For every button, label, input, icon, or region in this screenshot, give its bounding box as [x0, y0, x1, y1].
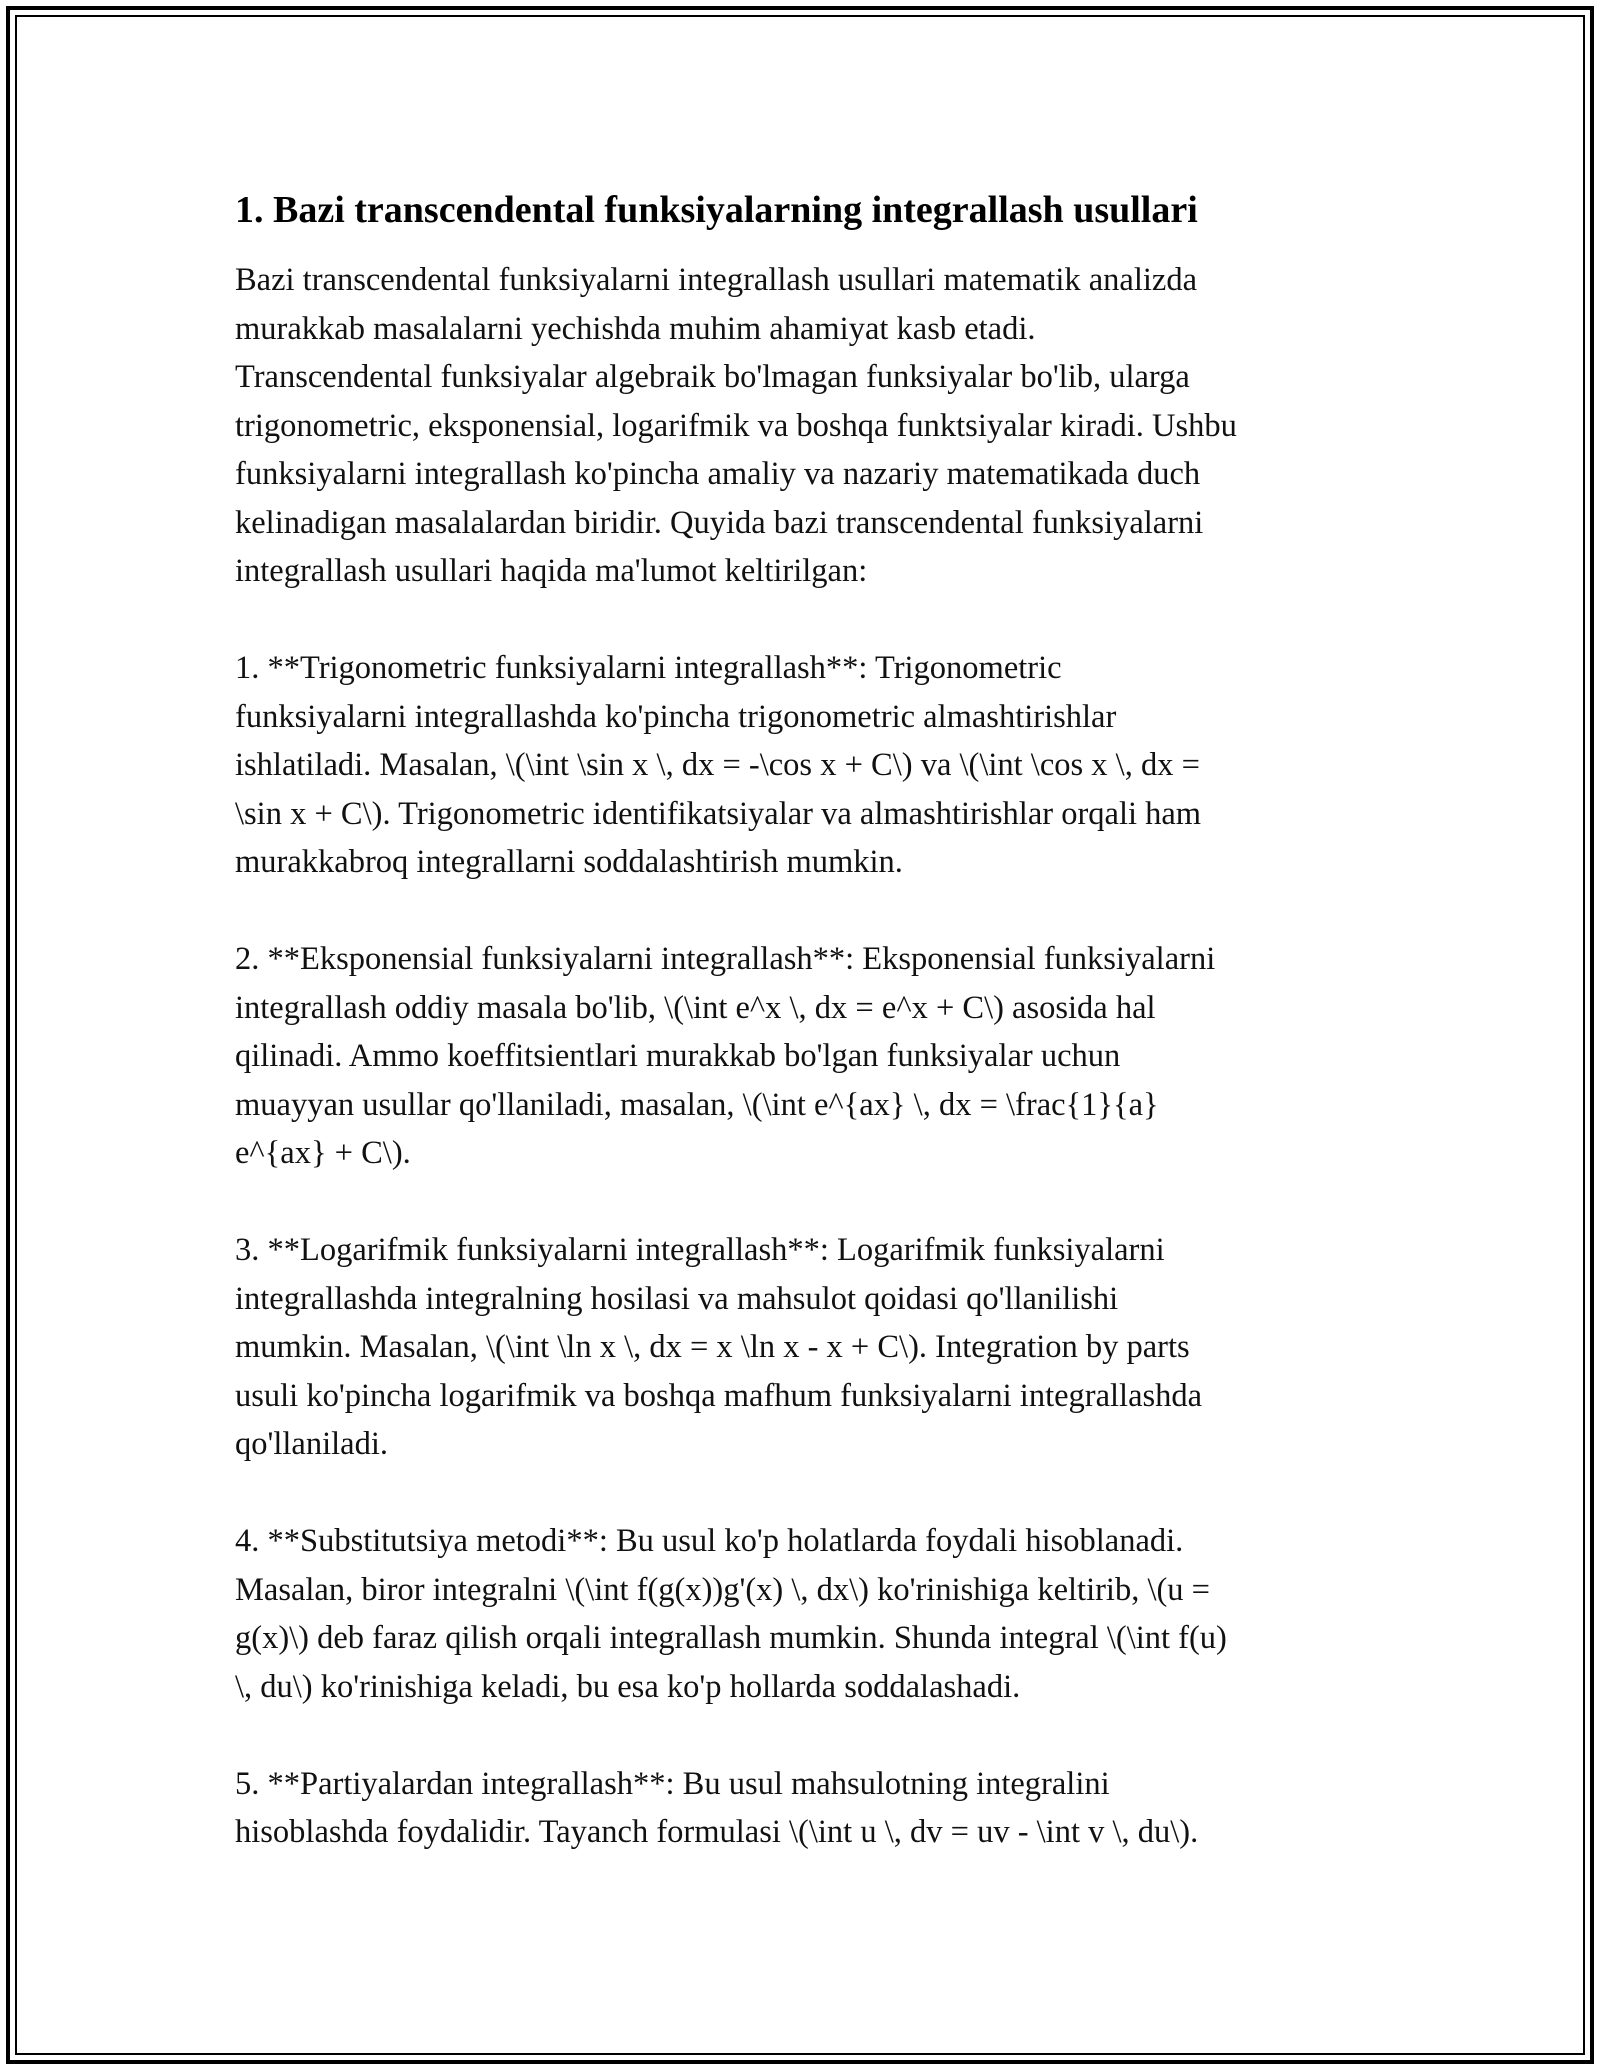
paragraph-line: 4. **Substitutsiya metodi**: Bu usul ko'p holatlarda foydali hisoblanadi.: [235, 1523, 1184, 1559]
paragraph-line: 3. **Logarifmik funksiyalarni integrallash**: Logarifmik funksiyalarni: [235, 1232, 1165, 1268]
paragraph-line: 1. **Trigonometric funksiyalarni integrallash**: Trigonometric: [235, 650, 1062, 686]
substitution-paragraph: [235, 1517, 1370, 1711]
paragraph-line: Masalan, biror integralni \(\int f(g(x))g'(x) \, dx\) ko'rinishiga keltirib, \(u =: [235, 1571, 1211, 1608]
paragraph-line: Transcendental funksiyalar algebraik bo'lmagan funksiyalar bo'lib, ularga: [235, 359, 1190, 395]
paragraph-line: hisoblashda foydalidir. Tayanch formulasi \(\int u \, dv = uv - \int v \, du\).: [235, 1814, 1199, 1850]
paragraph-line: kelinadigan masalalardan biridir. Quyida bazi transcendental funksiyalarni: [235, 504, 1204, 541]
paragraph-line: \, du\) ko'rinishiga keladi, bu esa ko'p hollarda soddalashadi.: [235, 1668, 1021, 1705]
paragraph-line: 5. **Partiyalardan integrallash**: Bu usul mahsulotning integralini: [235, 1765, 1110, 1802]
paragraph-line: funksiyalarni integrallash ko'pincha amaliy va nazariy matematikada duch: [235, 456, 1201, 492]
page-title: 1. Bazi transcendental funksiyalarning integrallash usullari: [235, 189, 1198, 231]
paragraph-line: murakkabroq integrallarni soddalashtirish mumkin.: [235, 844, 903, 880]
trigonometric-paragraph: [235, 644, 1370, 887]
paragraph-line: \sin x + C\). Trigonometric identifikatsiyalar va almashtirishlar orqali ham: [235, 795, 1202, 832]
logarithmic-paragraph: [235, 1226, 1370, 1469]
paragraph-line: Bazi transcendental funksiyalarni integrallash usullari matematik analizda: [235, 262, 1198, 298]
parts-integration-paragraph: [235, 1760, 1370, 1857]
paragraph-line: integrallash oddiy masala bo'lib, \(\int e^x \, dx = e^x + C\) asosida hal: [235, 989, 1156, 1026]
paragraph-line: murakkab masalalarni yechishda muhim ahamiyat kasb etadi.: [235, 310, 1036, 347]
paragraph-line: trigonometric, eksponensial, logarifmik va boshqa funktsiyalar kiradi. Ushbu: [235, 407, 1237, 444]
paragraph-line: funksiyalarni integrallashda ko'pincha trigonometric almashtirishlar: [235, 698, 1117, 735]
paragraph-line: qo'llaniladi.: [235, 1426, 388, 1462]
paragraph-line: qilinadi. Ammo koeffitsientlari murakkab bo'lgan funksiyalar uchun: [235, 1038, 1121, 1074]
paragraph-line: e^{ax} + C\).: [235, 1135, 411, 1171]
paragraph-line: ishlatiladi. Masalan, \(\int \sin x \, dx = -\cos x + C\) va \(\int \cos x \, dx =: [235, 747, 1200, 783]
paragraph-line: muayyan usullar qo'llaniladi, masalan, \(\int e^{ax} \, dx = \frac{1}{a}: [235, 1086, 1159, 1123]
document-body: [235, 186, 1370, 1905]
paragraph-line: integrallashda integralning hosilasi va mahsulot qoidasi qo'llanilishi: [235, 1280, 1119, 1317]
exponential-paragraph: [235, 935, 1370, 1178]
paragraph-line: usuli ko'pincha logarifmik va boshqa mafhum funksiyalarni integrallashda: [235, 1377, 1203, 1414]
intro-paragraph: [235, 256, 1370, 596]
paragraph-line: mumkin. Masalan, \(\int \ln x \, dx = x \ln x - x + C\). Integration by parts: [235, 1329, 1190, 1365]
paragraph-line: integrallash usullari haqida ma'lumot keltirilgan:: [235, 553, 868, 589]
paragraph-line: g(x)\) deb faraz qilish orqali integrallash mumkin. Shunda integral \(\int f(u): [235, 1620, 1227, 1656]
paragraph-line: 2. **Eksponensial funksiyalarni integrallash**: Eksponensial funksiyalarni: [235, 941, 1216, 977]
